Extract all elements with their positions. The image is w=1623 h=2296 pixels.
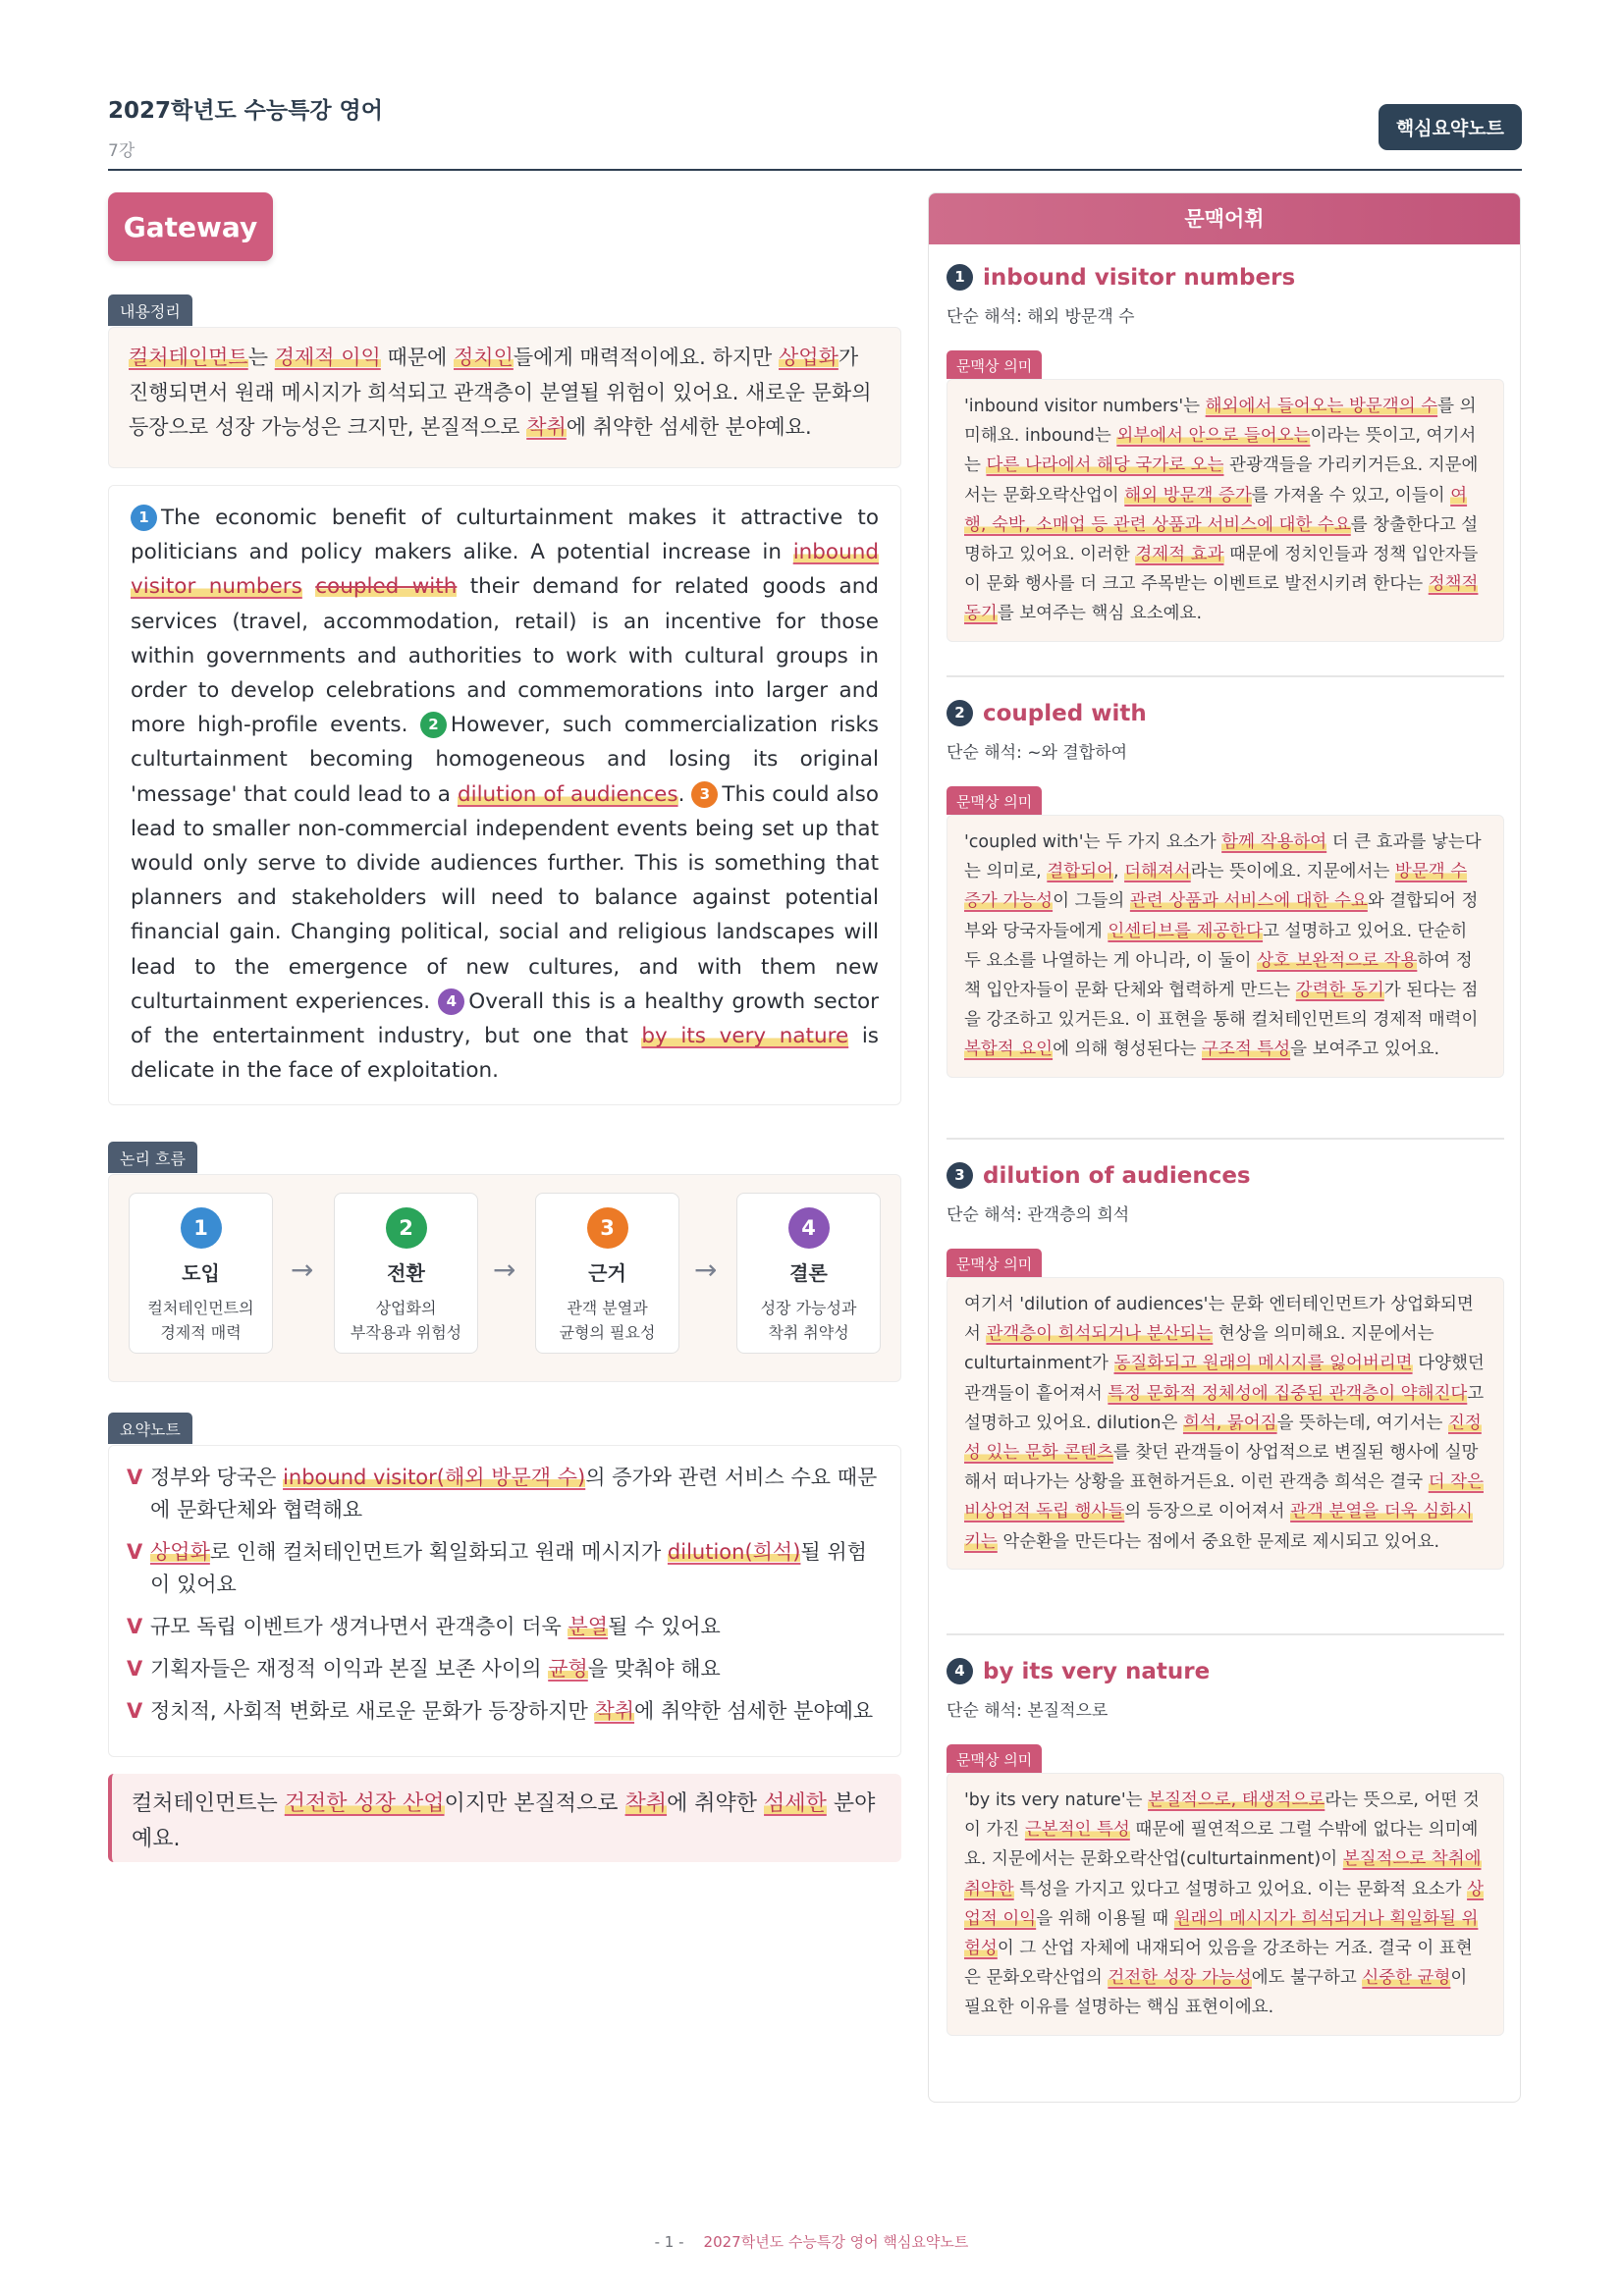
note-text: [150, 1536, 883, 1601]
term-text: by its very nature: [983, 1658, 1211, 1684]
text: 고 설명하고 있어요. 단순히 두 요소를 나열하는 게 아니라, 이 둘이: [964, 921, 1468, 971]
divider: [947, 1138, 1504, 1140]
step-desc-line: 균형의 필요성: [559, 1323, 656, 1342]
highlight: 관객층이 희석되거나 분산되는: [986, 1324, 1214, 1345]
simple-text: ~와 결합하여: [1027, 743, 1127, 763]
context-vocab-panel: [928, 192, 1521, 2103]
step-desc-line: 상업화의: [375, 1299, 437, 1317]
text: 때문에 정치인들과 정책 입안자들이 문화 행사를 더 크고 주목받는 이벤트로 발전시키려 한다는: [964, 545, 1479, 595]
summary-notes: [108, 1445, 901, 1757]
highlight: 방문객 수 증가 가능성: [964, 862, 1468, 912]
text: 의 등장으로 이어져서: [1124, 1502, 1291, 1522]
meaning-tag: 문맥상 의미: [947, 786, 1042, 815]
highlight: 결합되어: [1047, 862, 1113, 882]
flow-step: [129, 1193, 273, 1354]
highlight: coupled with: [315, 574, 458, 600]
meaning-tag: 문맥상 의미: [947, 350, 1042, 379]
step-number: 2: [386, 1207, 427, 1249]
step-title: 도입: [182, 1261, 220, 1285]
document-title: 2027학년도 수능특강 영어: [108, 98, 383, 124]
text: 이지만 본질적으로: [444, 1791, 625, 1816]
step-title: 결론: [789, 1261, 828, 1285]
context-meaning: [947, 379, 1504, 642]
text: 를 가져올 수 있고, 이들이: [1251, 485, 1451, 506]
step-desc: [335, 1296, 477, 1345]
highlight: 더 작은 비상업적 독립 행사들: [964, 1472, 1484, 1522]
text: 이 그 산업 자체에 내재되어 있음을 강조하는 거죠. 결국 이 표현은 문화오락산업의: [964, 1939, 1473, 1989]
vocab-term: [947, 700, 1504, 726]
text: 'coupled with'는 두 가지 요소가: [964, 832, 1222, 852]
summary-tag: 내용정리: [108, 294, 192, 326]
text: 특성을 가지고 있다고 설명하고 있어요. 이는 문화적 요소가: [1013, 1879, 1468, 1899]
highlight: dilution of audiences: [457, 781, 678, 807]
text: 에 취약한 섬세한 분야예요.: [566, 415, 812, 439]
highlight: 진정성 있는 문화 콘텐츠: [964, 1413, 1482, 1464]
highlight: 특정 문화적 정체성에 집중된 관객층이 약해진다: [1108, 1383, 1468, 1404]
text: 가 진행되면서 원래 메시지가 희석되고 관객층이 분열될 위험이 있어요. 새로운 문화의 등장으로 성장 가능성은 크지만, 본질적으로: [129, 346, 872, 439]
simple-label: 단순 해석:: [947, 743, 1022, 763]
highlight: 관객 분열을 더욱 심화시키는: [964, 1502, 1473, 1552]
highlight: 본질적으로 착취에 취약한: [964, 1849, 1482, 1899]
highlight: 관련 상품과 서비스에 대한 수요: [1129, 891, 1368, 912]
note-text: [150, 1611, 721, 1643]
text: 의 증가와 관련 서비스 수요 때문에 문화단체와 협력해요: [150, 1466, 878, 1522]
text: 를 찾던 관객들이 상업적으로 변질된 행사에 실망해서 떠나가는 상황을 표현하거든요. 이런 관객층 희석은 결국: [964, 1443, 1479, 1493]
vocab-entry: [947, 700, 1504, 1078]
highlight: 상업화: [779, 346, 839, 369]
check-mark-icon: V: [127, 1657, 143, 1681]
highlight: 컬처테인먼트: [129, 346, 248, 369]
highlight: 건전한 성장 산업: [284, 1791, 445, 1816]
step-desc: [737, 1296, 880, 1345]
flow-step: [535, 1193, 679, 1354]
note-item: [127, 1695, 883, 1728]
step-desc: [130, 1296, 272, 1345]
step-desc-line: 착취 취약성: [768, 1323, 849, 1342]
vocab-entry: [947, 264, 1504, 642]
content-summary: [108, 327, 901, 468]
simple-meaning: [947, 302, 1504, 327]
text: 들에게 매력적이에요. 하지만: [513, 346, 780, 369]
highlight: 정책적 동기: [964, 574, 1479, 624]
text: [302, 574, 315, 599]
text: 정부와 당국은: [150, 1466, 284, 1489]
note-type-badge: 핵심요약노트: [1379, 104, 1522, 150]
text: 이라는 뜻이고, 여기서는: [964, 426, 1477, 476]
meaning-tag: 문맥상 의미: [947, 1249, 1042, 1277]
simple-label: 단순 해석:: [947, 1205, 1022, 1225]
simple-text: 해외 방문객 수: [1027, 307, 1135, 327]
text: 악순환을 만든다는 점에서 중요한 문제로 제시되고 있어요.: [997, 1531, 1440, 1552]
sentence-number: 3: [691, 781, 718, 808]
text: The economic benefit of culturtainment makes it attractive to politicians and policy makers alike. A potential increase in: [131, 506, 879, 565]
highlight: inbound visitor numbers: [131, 540, 879, 600]
simple-meaning: [947, 1201, 1504, 1225]
note-item: [127, 1462, 883, 1526]
arrow-right-icon: →: [694, 1254, 718, 1286]
highlight: 희석, 묽어짐: [1182, 1413, 1277, 1433]
highlight: by its very nature: [641, 1024, 849, 1049]
highlight: 균형: [548, 1657, 588, 1681]
highlight: 강력한 동기: [1295, 981, 1384, 1001]
step-desc: [536, 1296, 678, 1345]
text: 로 인해 컬처테인먼트가 획일화되고 원래 메시지가: [209, 1540, 668, 1564]
highlight: 함께 작용하여: [1221, 832, 1327, 852]
highlight: 여행, 숙박, 소매업 등 관련 상품과 서비스에 대한 수요: [964, 485, 1468, 535]
text: 을 뜻하는데, 여기서는: [1276, 1413, 1448, 1433]
conclusion-callout: [108, 1774, 901, 1862]
footer-title: 2027학년도 수능특강 영어 핵심요약노트: [703, 2233, 969, 2251]
simple-meaning: [947, 738, 1504, 763]
note-item: [127, 1653, 883, 1685]
highlight: 본질적으로, 태생적으로: [1148, 1790, 1325, 1810]
text: 고 설명하고 있어요. dilution은: [964, 1383, 1485, 1433]
sentence-number: 2: [420, 712, 447, 738]
sentence-number: 4: [438, 988, 464, 1015]
text: 라는 뜻으로, 어떤 것이 가진: [964, 1790, 1480, 1841]
page-number: - 1 -: [654, 2233, 684, 2251]
highlight: 착취: [526, 415, 567, 439]
text: 가 된다는 점을 강조하고 있거든요. 이 표현을 통해 컬처테인먼트의 경제적 매력이: [964, 981, 1479, 1031]
divider: [947, 1633, 1504, 1635]
step-desc-line: 부작용과 위험성: [350, 1323, 462, 1342]
meaning-tag: 문맥상 의미: [947, 1744, 1042, 1773]
text: 관광객들을 가리키거든요. 지문에서는 문화오락산업이: [964, 455, 1479, 506]
page-header: [108, 92, 1522, 171]
highlight: dilution(희석): [667, 1540, 801, 1564]
text: 하여 정책 입안자들이 문화 단체와 협력하게 만드는: [964, 950, 1473, 1001]
text: 에 의해 형성된다는: [1053, 1040, 1203, 1060]
text: 이 필요한 이유를 설명하는 핵심 표현이에요.: [964, 1968, 1468, 2018]
text: Overall this is a healthy growth sector of the entertainment industry, but one that: [131, 988, 879, 1049]
text: 을 맞춰야 해요: [587, 1657, 721, 1681]
highlight: 다른 나라에서 해당 국가로 오는: [986, 455, 1224, 476]
lesson-label: 7강: [108, 141, 135, 161]
gateway-title: Gateway: [108, 192, 273, 261]
highlight: 해외에서 들어오는 방문객의 수: [1205, 397, 1438, 416]
highlight: 상업적 이익: [964, 1879, 1484, 1929]
text: 에 취약한: [667, 1791, 765, 1816]
text: 분야예요.: [132, 1791, 876, 1851]
highlight: 동질화되고 원래의 메시지를 잃어버리면: [1113, 1354, 1413, 1374]
entry-number: 1: [947, 264, 973, 291]
text: 기획자들은 재정적 이익과 본질 보존 사이의: [150, 1657, 549, 1681]
vocab-term: [947, 1658, 1504, 1684]
text: 라는 뜻이에요. 지문에서는: [1190, 862, 1395, 882]
check-mark-icon: V: [127, 1540, 143, 1564]
flow-step: [736, 1193, 881, 1354]
entry-number: 4: [947, 1658, 973, 1684]
term-text: dilution of audiences: [983, 1162, 1251, 1189]
highlight: 신중한 균형: [1362, 1968, 1451, 1989]
step-number: 1: [181, 1207, 222, 1249]
text: 를 창출한다고 설명하고 있어요. 이러한: [964, 514, 1479, 565]
sentence-number: 1: [131, 505, 157, 531]
highlight: 착취: [624, 1791, 668, 1816]
text: 에 취약한 섬세한 분야예요: [634, 1699, 874, 1723]
highlight: 상호 보완적으로 작용: [1257, 950, 1418, 971]
highlight: 근본적인 특성: [1024, 1820, 1130, 1841]
logic-flow: [108, 1174, 901, 1382]
note-item: [127, 1611, 883, 1643]
vocab-term: [947, 264, 1504, 291]
text: 정치적, 사회적 변화로 새로운 문화가 등장하지만: [150, 1699, 595, 1723]
vocab-entry: [947, 1162, 1504, 1570]
step-desc-line: 성장 가능성과: [760, 1299, 857, 1317]
text: ,: [1112, 862, 1125, 882]
note-text: [150, 1695, 873, 1728]
entry-number: 2: [947, 700, 973, 726]
step-desc-line: 경제적 매력: [160, 1323, 242, 1342]
reading-passage: [108, 485, 901, 1105]
check-mark-icon: V: [127, 1615, 143, 1638]
page-footer: [0, 2231, 1623, 2252]
vocab-entry: [947, 1658, 1504, 2036]
highlight: 상업화: [150, 1540, 210, 1564]
check-mark-icon: V: [127, 1699, 143, 1723]
entry-number: 3: [947, 1162, 973, 1189]
highlight: 경제적 효과: [1135, 545, 1224, 565]
vocab-panel-title: 문맥어휘: [929, 193, 1520, 244]
text: .: [677, 781, 692, 807]
text: 때문에 필연적으로 그럴 수밖에 없다는 의미예요. 지문에서는 문화오락산업(culturtainment)이: [964, 1820, 1479, 1870]
highlight: 원래의 메시지가 희석되거나 획일화될 위험성: [964, 1908, 1479, 1959]
highlight: 분열: [568, 1615, 609, 1638]
highlight: 정치인: [454, 346, 514, 369]
text: 을 위해 이용될 때: [1036, 1908, 1174, 1929]
text: 될 수 있어요: [608, 1615, 721, 1638]
text: 컬처테인먼트는: [132, 1791, 285, 1816]
highlight: 경제적 이익: [274, 346, 381, 369]
text: 와 결합되어 정부와 당국자들에게: [964, 891, 1479, 941]
text: 는: [247, 346, 275, 369]
highlight: 복합적 요인: [964, 1040, 1054, 1060]
text: 를 보여주는 핵심 요소예요.: [997, 604, 1203, 624]
vocab-term: [947, 1162, 1504, 1189]
context-meaning: [947, 815, 1504, 1078]
text: 될 위험이 있어요: [150, 1540, 867, 1596]
context-meaning: [947, 1277, 1504, 1570]
text: 이 그들의: [1053, 891, 1130, 912]
check-mark-icon: V: [127, 1466, 143, 1489]
text: 규모 독립 이벤트가 생겨나면서 관객층이 더욱: [150, 1615, 568, 1638]
step-number: 3: [587, 1207, 628, 1249]
highlight: 섬세한: [764, 1791, 827, 1816]
divider: [947, 675, 1504, 677]
text: 에도 불구하고: [1251, 1968, 1363, 1989]
text: 더 큰 효과를 낳는다는 의미로,: [964, 832, 1482, 882]
arrow-right-icon: →: [291, 1254, 314, 1286]
simple-label: 단순 해석:: [947, 307, 1022, 327]
step-desc-line: 관객 분열과: [567, 1299, 648, 1317]
text: 를 의미해요. inbound는: [964, 397, 1477, 447]
simple-meaning: [947, 1696, 1504, 1721]
step-desc-line: 컬처테인먼트의: [147, 1299, 254, 1317]
note-text: [150, 1653, 721, 1685]
text: 'by its very nature'는: [964, 1790, 1149, 1810]
text: This could also lead to smaller non-commercial independent events being set up that would only serve to divide audiences further. This is something that planners and stakeholders will need to balance against potential financial gain. Changing political, social and religious landscapes will lead to the emergence of new cultures, and with them new culturtainment experiences.: [131, 781, 879, 1014]
text: 다양했던 관객들이 흩어져서: [964, 1354, 1485, 1404]
flow-tag: 논리 흐름: [108, 1142, 197, 1173]
highlight: 건전한 성장 가능성: [1108, 1968, 1252, 1989]
text: 'inbound visitor numbers'는: [964, 397, 1206, 416]
flow-step: [334, 1193, 478, 1354]
text: their demand for related goods and services (travel, accommodation, retail) is an incentive for those within governments and authorities to work with cultural groups in order to develop celebrations and commemorations into larger and more high-profile events.: [131, 574, 879, 738]
note-text: [150, 1462, 883, 1526]
highlight: 인센티브를 제공한다: [1108, 921, 1264, 941]
highlight: 더해져서: [1124, 862, 1191, 882]
highlight: 외부에서 안으로 들어오는: [1116, 426, 1311, 447]
arrow-right-icon: →: [493, 1254, 516, 1286]
context-meaning: [947, 1773, 1504, 2036]
notes-tag: 요약노트: [108, 1413, 192, 1444]
highlight: 구조적 특성: [1202, 1040, 1291, 1060]
term-text: coupled with: [983, 700, 1147, 726]
simple-label: 단순 해석:: [947, 1701, 1022, 1721]
highlight: 해외 방문객 증가: [1124, 485, 1252, 506]
simple-text: 본질적으로: [1027, 1701, 1109, 1721]
text: 여기서 'dilution of audiences'는 문화 엔터테인먼트가 상업화되면서: [964, 1295, 1474, 1345]
term-text: inbound visitor numbers: [983, 264, 1296, 291]
simple-text: 관객층의 희석: [1027, 1205, 1130, 1225]
step-title: 근거: [588, 1261, 626, 1285]
text: 을 보여주고 있어요.: [1290, 1040, 1440, 1060]
highlight: inbound visitor(해외 방문객 수): [283, 1466, 586, 1489]
note-item: [127, 1536, 883, 1601]
text: is delicate in the face of exploitation.: [131, 1024, 880, 1084]
text: 현상을 의미해요. 지문에서는 culturtainment가: [964, 1324, 1434, 1374]
highlight: 착취: [594, 1699, 635, 1723]
text: 때문에: [380, 346, 455, 369]
step-number: 4: [788, 1207, 830, 1249]
text: However, such commercialization risks culturtainment becoming homogeneous and losing its original 'message' that could lead to a: [131, 713, 880, 807]
step-title: 전환: [387, 1261, 425, 1285]
